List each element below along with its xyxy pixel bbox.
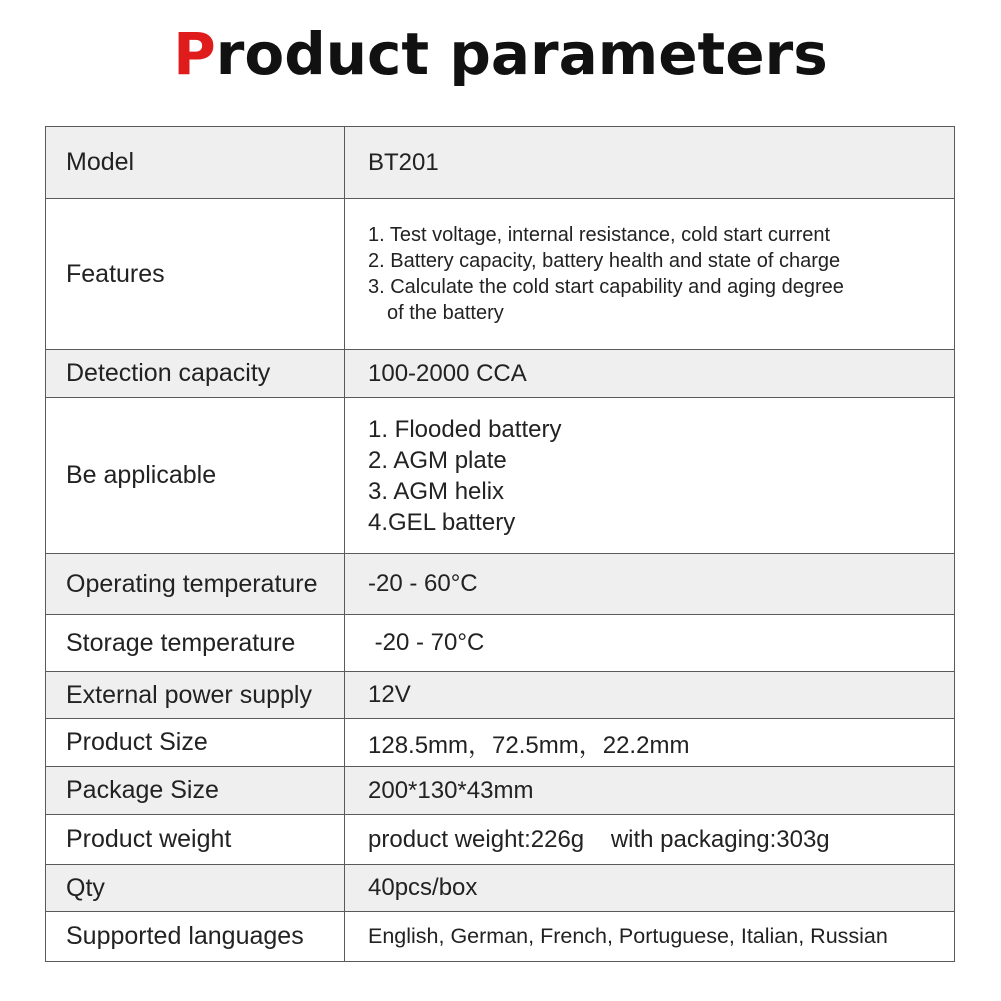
row-value-detection-capacity: 100-2000 CCA [345, 350, 955, 398]
row-label-storage-temperature: Storage temperature [46, 615, 345, 672]
table-row [46, 398, 955, 554]
table-row [46, 767, 955, 815]
row-value-storage-temperature: -20 - 70°C [345, 615, 955, 672]
parameters-table [45, 126, 955, 962]
table-row [46, 719, 955, 767]
applicable-line-3: 3. AGM helix [368, 477, 505, 505]
row-value-operating-temperature: -20 - 60°C [345, 554, 955, 615]
table-row [46, 865, 955, 912]
row-value-model: BT201 [345, 127, 955, 199]
page-title [0, 18, 1001, 90]
table-row [46, 199, 955, 350]
row-label-package-size: Package Size [46, 767, 345, 815]
row-value-features [345, 199, 955, 350]
row-value-be-applicable [345, 398, 955, 554]
row-label-qty: Qty [46, 865, 345, 912]
row-label-operating-temperature: Operating temperature [46, 554, 345, 615]
row-label-external-power-supply: External power supply [46, 672, 345, 719]
row-value-package-size: 200*130*43mm [345, 767, 955, 815]
table-row [46, 554, 955, 615]
applicable-line-2: 2. AGM plate [368, 446, 507, 474]
row-value-external-power-supply: 12V [345, 672, 955, 719]
table-row [46, 912, 955, 962]
row-value-qty: 40pcs/box [345, 865, 955, 912]
applicable-line-1: 1. Flooded battery [368, 415, 562, 443]
features-line-3: 3. Calculate the cold start capability and aging degree [368, 276, 844, 298]
row-label-product-size: Product Size [46, 719, 345, 767]
row-label-product-weight: Product weight [46, 815, 345, 865]
applicable-line-4: 4.GEL battery [368, 508, 516, 536]
row-value-supported-languages: English, German, French, Portuguese, Italian, Russian [345, 912, 955, 962]
title-rest: roduct parameters [215, 20, 828, 88]
title-accent-letter: P [173, 20, 216, 88]
row-value-product-weight: product weight:226g with packaging:303g [345, 815, 955, 865]
table-row [46, 127, 955, 199]
row-label-model: Model [46, 127, 345, 199]
row-value-product-size: 128.5mm，72.5mm，22.2mm [345, 719, 955, 767]
table-row [46, 672, 955, 719]
table-row [46, 350, 955, 398]
row-label-supported-languages: Supported languages [46, 912, 345, 962]
features-line-4: of the battery [387, 302, 504, 324]
table-row [46, 615, 955, 672]
row-label-be-applicable: Be applicable [46, 398, 345, 554]
features-line-1: 1. Test voltage, internal resistance, cold start current [368, 224, 831, 246]
row-label-features: Features [46, 199, 345, 350]
table-row [46, 815, 955, 865]
features-line-2: 2. Battery capacity, battery health and state of charge [368, 250, 841, 272]
row-label-detection-capacity: Detection capacity [46, 350, 345, 398]
